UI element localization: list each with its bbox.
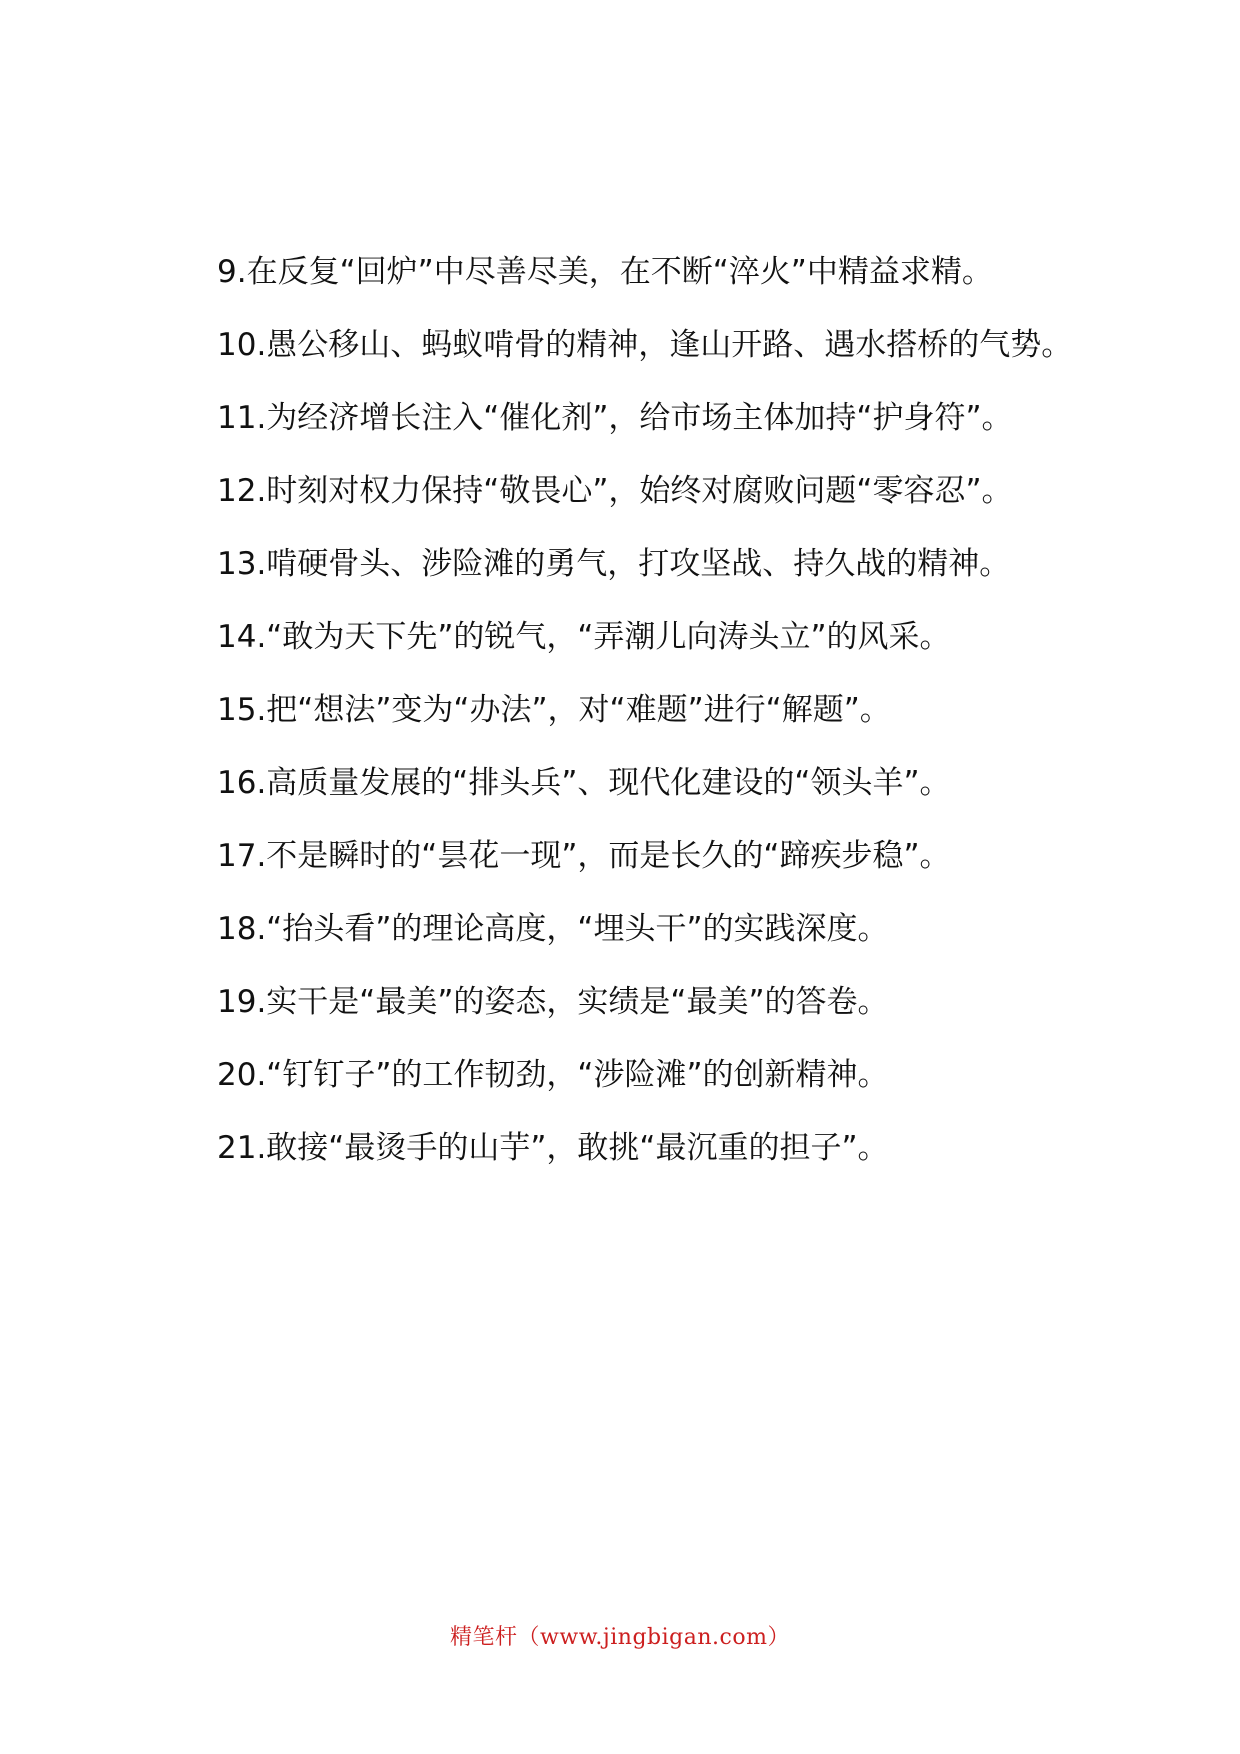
paragraph-16: 16.高质量发展的“排头兵”、现代化建设的“领头羊”。 xyxy=(217,765,951,801)
paragraph-15: 15.把“想法”变为“办法”，对“难题”进行“解题”。 xyxy=(217,692,891,728)
paragraph-13: 13.啃硬骨头、涉险滩的勇气，打攻坚战、持久战的精神。 xyxy=(217,546,1011,582)
paragraph-17: 17.不是瞬时的“昙花一现”，而是长久的“蹄疾步稳”。 xyxy=(217,838,951,874)
paragraph-21: 21.敢接“最烫手的山芋”，敢挑“最沉重的担子”。 xyxy=(217,1130,889,1166)
paragraph-9: 9.在反复“回炉”中尽善尽美，在不断“淬火”中精益求精。 xyxy=(217,254,993,290)
paragraph-12: 12.时刻对权力保持“敬畏心”，始终对腐败问题“零容忍”。 xyxy=(217,473,1013,509)
paragraph-20: 20.“钉钉子”的工作韧劲，“涉险滩”的创新精神。 xyxy=(217,1057,889,1093)
paragraph-14: 14.“敢为天下先”的锐气，“弄潮儿向涛头立”的风采。 xyxy=(217,619,951,655)
paragraph-19: 19.实干是“最美”的姿态，实绩是“最美”的答卷。 xyxy=(217,984,889,1020)
paragraph-18: 18.“抬头看”的理论高度，“埋头干”的实践深度。 xyxy=(217,911,889,947)
footer-watermark: 精笔杆（www.jingbigan.com） xyxy=(450,1625,790,1650)
paragraph-11: 11.为经济增长注入“催化剂”，给市场主体加持“护身符”。 xyxy=(217,400,1013,436)
document-body xyxy=(165,236,1097,1185)
paragraph-10: 10.愚公移山、蚂蚁啃骨的精神，逢山开路、遇水搭桥的气势。 xyxy=(217,327,1073,363)
